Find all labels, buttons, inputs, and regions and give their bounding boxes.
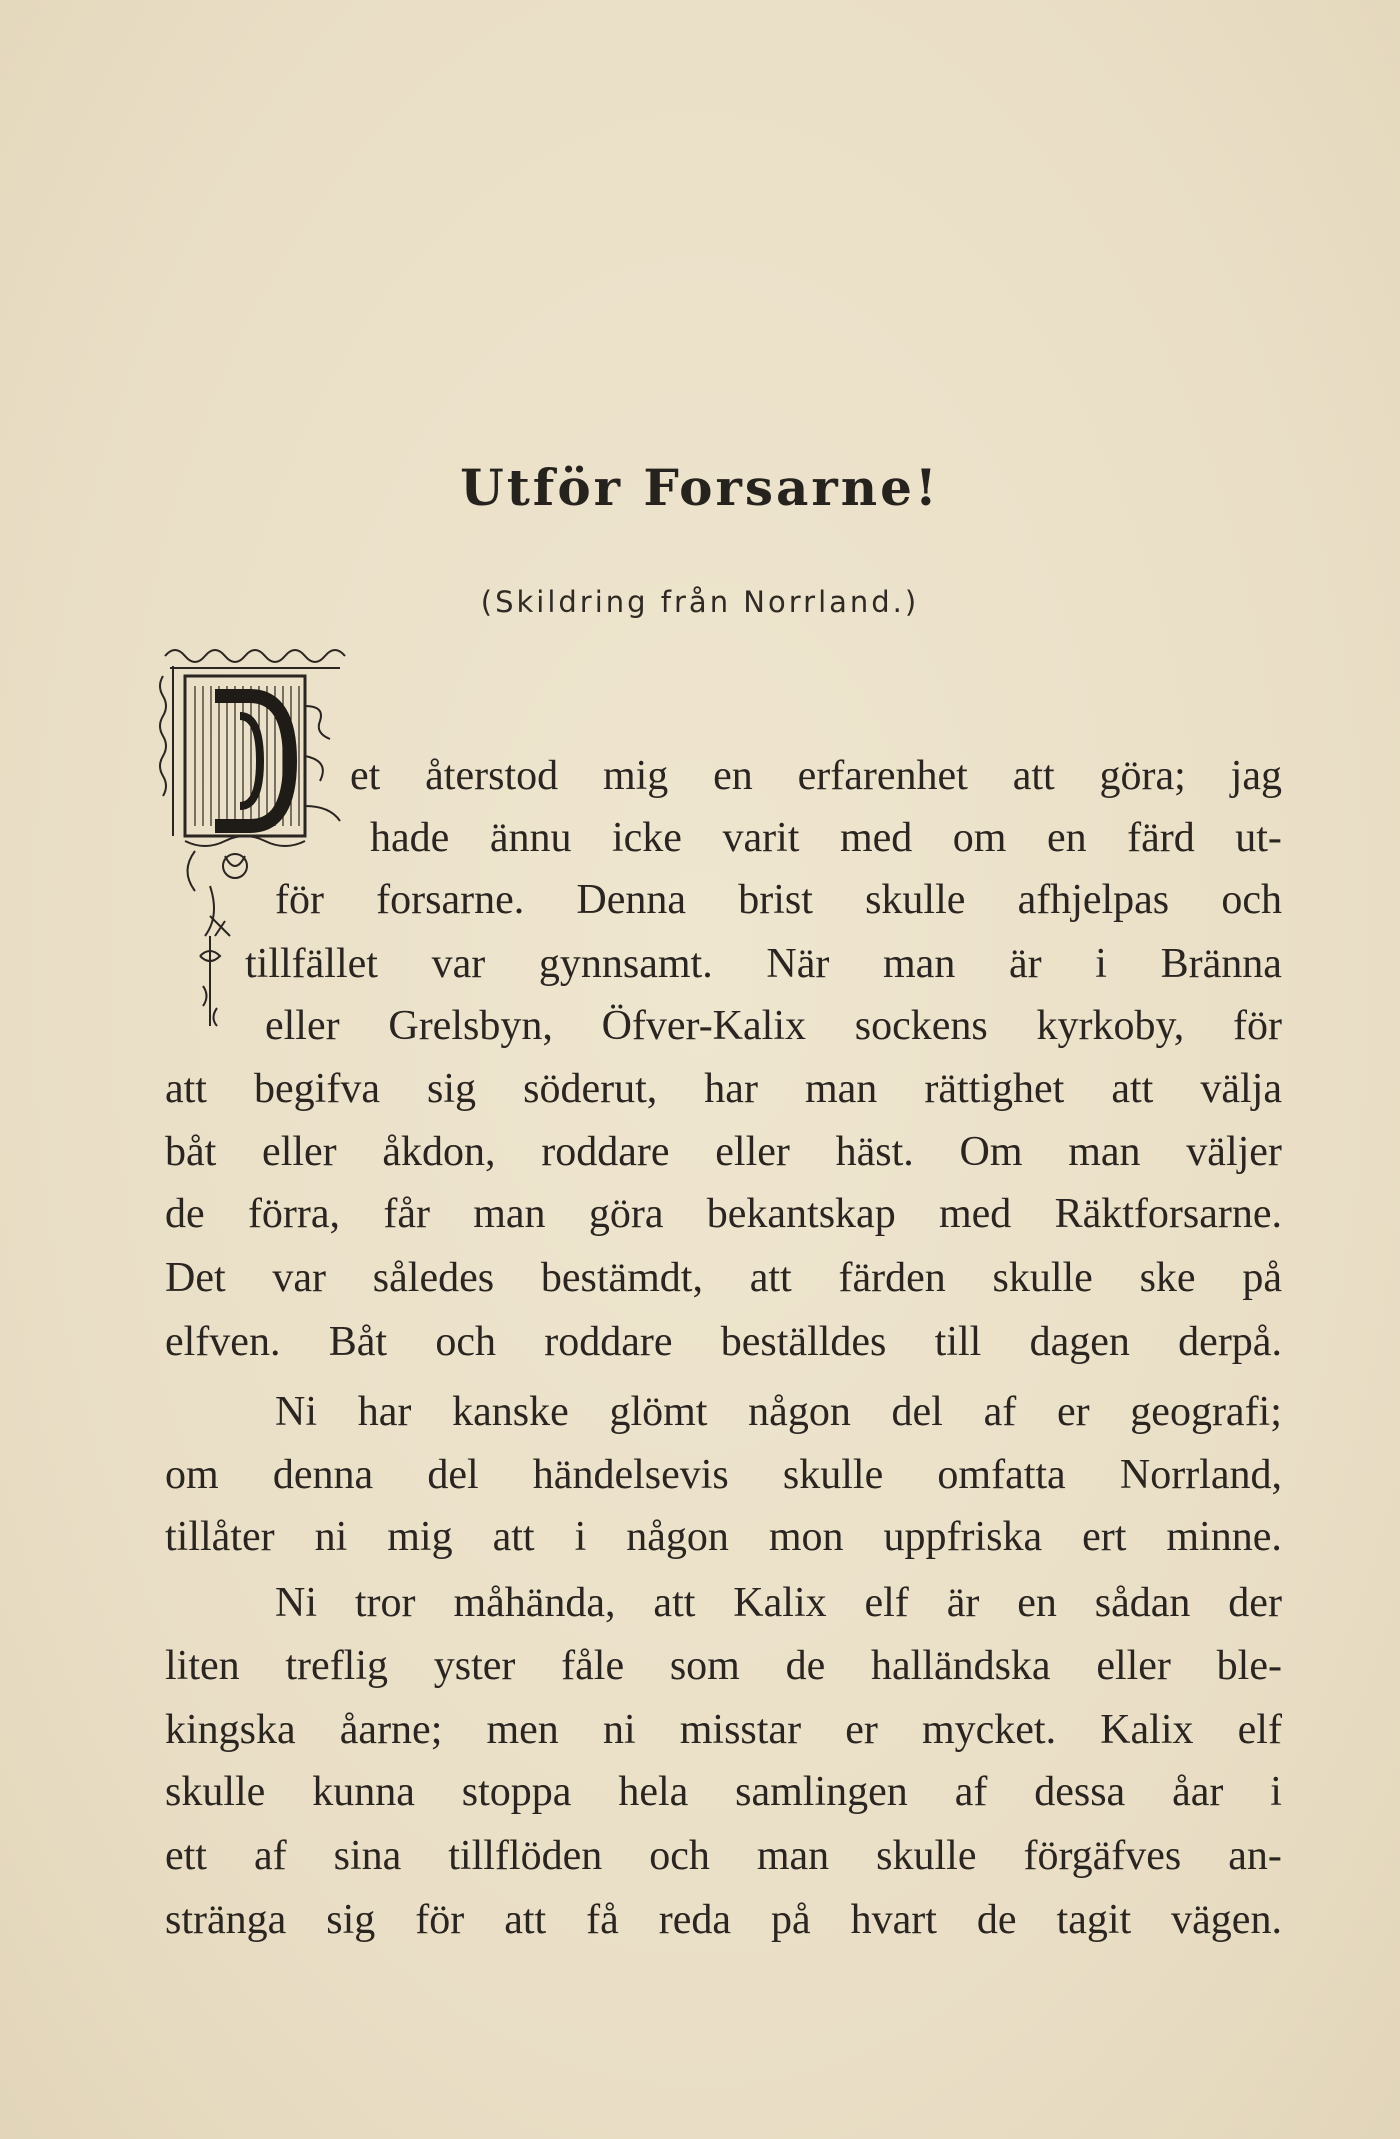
word: Bränna xyxy=(1160,941,1282,987)
word: et xyxy=(350,753,381,799)
word: kyrkoby, xyxy=(1036,1003,1185,1049)
word: för xyxy=(1233,1003,1282,1049)
word: för xyxy=(415,1897,465,1943)
word: eller xyxy=(715,1129,790,1175)
word: skulle xyxy=(782,1452,884,1498)
word: är xyxy=(946,1580,980,1626)
word: på xyxy=(771,1897,811,1943)
word: treflig xyxy=(285,1643,389,1689)
word: och xyxy=(649,1833,710,1879)
word: någon xyxy=(748,1389,851,1435)
word: att xyxy=(1012,753,1055,799)
word: omfatta xyxy=(937,1452,1066,1498)
word: ble- xyxy=(1216,1643,1282,1689)
word: göra xyxy=(588,1191,664,1237)
word: hvart xyxy=(850,1897,937,1943)
word: kanske xyxy=(452,1389,569,1435)
word: man xyxy=(883,941,956,987)
word: de xyxy=(976,1897,1017,1943)
word: samlingen xyxy=(735,1769,908,1815)
word: en xyxy=(1046,815,1087,861)
word: dessa xyxy=(1034,1769,1126,1815)
text-line xyxy=(165,1636,1282,1696)
word: tagit xyxy=(1056,1897,1132,1943)
text-line xyxy=(165,1890,1282,1950)
text-line xyxy=(165,1445,1282,1505)
word: och xyxy=(1221,877,1282,923)
word: minne. xyxy=(1166,1514,1282,1560)
word: händelsevis xyxy=(532,1452,729,1498)
word: gynnsamt. xyxy=(538,941,713,987)
word: få xyxy=(586,1897,619,1943)
word: sina xyxy=(333,1833,402,1879)
text-line xyxy=(165,1122,1282,1182)
text-line xyxy=(370,808,1282,868)
text-line xyxy=(165,1184,1282,1244)
word: var xyxy=(431,941,486,987)
word: elf xyxy=(1237,1707,1282,1753)
word: eller xyxy=(1096,1643,1171,1689)
word: färd xyxy=(1127,815,1195,861)
word: att xyxy=(749,1255,792,1301)
word: jag xyxy=(1230,753,1282,799)
word: bekantskap xyxy=(706,1191,896,1237)
word: har xyxy=(704,1066,758,1112)
word: får xyxy=(383,1191,430,1237)
word: Ni xyxy=(275,1389,317,1435)
word: om xyxy=(952,815,1007,861)
word: tror xyxy=(354,1580,416,1626)
word: förra, xyxy=(247,1191,341,1237)
word: tillfället xyxy=(245,941,378,987)
word: har xyxy=(357,1389,412,1435)
word: att xyxy=(653,1580,696,1626)
word: ert xyxy=(1082,1514,1127,1560)
word: mon xyxy=(768,1514,844,1560)
word: begifva xyxy=(254,1066,380,1112)
word: är xyxy=(1008,941,1042,987)
word: stoppa xyxy=(461,1769,572,1815)
word: eller xyxy=(262,1129,337,1175)
word: roddare xyxy=(544,1319,673,1365)
word: med xyxy=(839,815,913,861)
word: man xyxy=(1068,1129,1141,1175)
text-line xyxy=(275,870,1282,930)
word: man xyxy=(473,1191,546,1237)
word: erfarenhet xyxy=(797,753,968,799)
word: der xyxy=(1228,1580,1282,1626)
word: del xyxy=(891,1389,943,1435)
word: uppfriska xyxy=(883,1514,1043,1560)
word: Norrland, xyxy=(1119,1452,1282,1498)
word: väljer xyxy=(1186,1129,1282,1175)
word: hela xyxy=(618,1769,689,1815)
text-line xyxy=(245,934,1282,994)
word: Kalix xyxy=(1100,1707,1194,1753)
word: sig xyxy=(326,1897,376,1943)
word: ske xyxy=(1139,1255,1196,1301)
word: ännu xyxy=(489,815,572,861)
word: Ni xyxy=(275,1580,317,1626)
word: När xyxy=(766,941,830,987)
word: ut- xyxy=(1235,815,1282,861)
chapter-subtitle: (Skildring från Norrland.) xyxy=(480,585,920,619)
word: med xyxy=(938,1191,1012,1237)
word: i xyxy=(1270,1769,1282,1815)
word: af xyxy=(983,1389,1017,1435)
word: var xyxy=(272,1255,327,1301)
word: häst. xyxy=(835,1129,914,1175)
word: Kalix xyxy=(733,1580,827,1626)
word: derpå. xyxy=(1178,1319,1282,1365)
word: hade xyxy=(370,815,450,861)
word: reda xyxy=(658,1897,732,1943)
word: icke xyxy=(611,815,682,861)
word: forsarne. xyxy=(376,877,525,923)
word: af xyxy=(253,1833,287,1879)
word: roddare xyxy=(541,1129,670,1175)
word: beställdes xyxy=(720,1319,887,1365)
word: denna xyxy=(272,1452,374,1498)
text-line xyxy=(265,996,1282,1056)
word: mig xyxy=(602,753,669,799)
word: af xyxy=(954,1769,988,1815)
word: man xyxy=(804,1066,878,1112)
word: och xyxy=(435,1319,496,1365)
word: att xyxy=(492,1514,535,1560)
word: mycket. xyxy=(921,1707,1057,1753)
text-line xyxy=(165,1312,1282,1372)
word: an- xyxy=(1228,1833,1282,1879)
word: er xyxy=(845,1707,878,1753)
word: förgäfves xyxy=(1023,1833,1182,1879)
word: skulle xyxy=(865,877,966,923)
word: skulle xyxy=(876,1833,977,1879)
word: Öfver-Kalix xyxy=(601,1003,806,1049)
word: åkdon, xyxy=(382,1129,496,1175)
word: således xyxy=(372,1255,495,1301)
word: man xyxy=(756,1833,830,1879)
word: misstar xyxy=(679,1707,802,1753)
word: de xyxy=(165,1191,205,1237)
word: sig xyxy=(427,1066,477,1112)
word: vägen. xyxy=(1171,1897,1282,1943)
word: båt xyxy=(165,1129,217,1175)
word: kunna xyxy=(312,1769,415,1815)
word: i xyxy=(1095,941,1107,987)
word: men xyxy=(486,1707,559,1753)
word: till xyxy=(934,1319,982,1365)
word: del xyxy=(427,1452,479,1498)
word: Om xyxy=(959,1129,1023,1175)
word: yster xyxy=(433,1643,516,1689)
word: måhända, xyxy=(453,1580,616,1626)
word: sådan xyxy=(1094,1580,1191,1626)
word: i xyxy=(574,1514,587,1560)
text-line xyxy=(350,746,1282,806)
word: sockens xyxy=(854,1003,988,1049)
word: liten xyxy=(165,1643,240,1689)
word: åar xyxy=(1172,1769,1224,1815)
word: skulle xyxy=(992,1255,1093,1301)
word: att xyxy=(504,1897,547,1943)
word: brist xyxy=(738,877,813,923)
word: glömt xyxy=(609,1389,708,1435)
word: att xyxy=(165,1066,207,1112)
chapter-title: Utför Forsarne! xyxy=(460,458,940,517)
word: eller xyxy=(265,1003,340,1049)
word: rättighet xyxy=(924,1066,1065,1112)
word: afhjelpas xyxy=(1017,877,1170,923)
text-line xyxy=(275,1573,1282,1633)
word: tillåter xyxy=(165,1514,275,1560)
word: stränga xyxy=(165,1897,287,1943)
word: på xyxy=(1242,1255,1282,1301)
word: elfven. xyxy=(165,1319,281,1365)
word: söderut, xyxy=(523,1066,658,1112)
word: som xyxy=(669,1643,740,1689)
text-line xyxy=(165,1059,1282,1119)
text-line xyxy=(165,1248,1282,1308)
text-line xyxy=(165,1826,1282,1886)
word: Båt xyxy=(328,1319,388,1365)
word: kingska xyxy=(165,1707,296,1753)
word: en xyxy=(713,753,753,799)
word: välja xyxy=(1200,1066,1282,1112)
word: bestämdt, xyxy=(540,1255,703,1301)
text-line xyxy=(165,1762,1282,1822)
word: ni xyxy=(314,1514,348,1560)
word: åarne; xyxy=(339,1707,443,1753)
word: tillflöden xyxy=(448,1833,603,1879)
text-line xyxy=(165,1700,1282,1760)
word: skulle xyxy=(165,1769,266,1815)
word: er xyxy=(1056,1389,1090,1435)
word: ni xyxy=(602,1707,636,1753)
word: återstod xyxy=(425,753,559,799)
word: halländska xyxy=(870,1643,1051,1689)
word: mig xyxy=(387,1514,453,1560)
word: en xyxy=(1017,1580,1057,1626)
text-line xyxy=(165,1507,1282,1567)
word: Räktforsarne. xyxy=(1054,1191,1282,1237)
word: att xyxy=(1111,1066,1154,1112)
word: färden xyxy=(838,1255,946,1301)
word: geografi; xyxy=(1130,1389,1282,1435)
word: elf xyxy=(864,1580,909,1626)
word: göra; xyxy=(1099,753,1186,799)
text-line xyxy=(275,1382,1282,1442)
word: varit xyxy=(722,815,800,861)
word: Denna xyxy=(576,877,687,923)
word: Det xyxy=(165,1255,226,1301)
word: någon xyxy=(626,1514,729,1560)
word: ett xyxy=(165,1833,207,1879)
word: Grelsbyn, xyxy=(388,1003,553,1049)
word: om xyxy=(165,1452,219,1498)
word: fåle xyxy=(561,1643,625,1689)
word: de xyxy=(785,1643,826,1689)
word: för xyxy=(275,877,324,923)
word: dagen xyxy=(1029,1319,1130,1365)
